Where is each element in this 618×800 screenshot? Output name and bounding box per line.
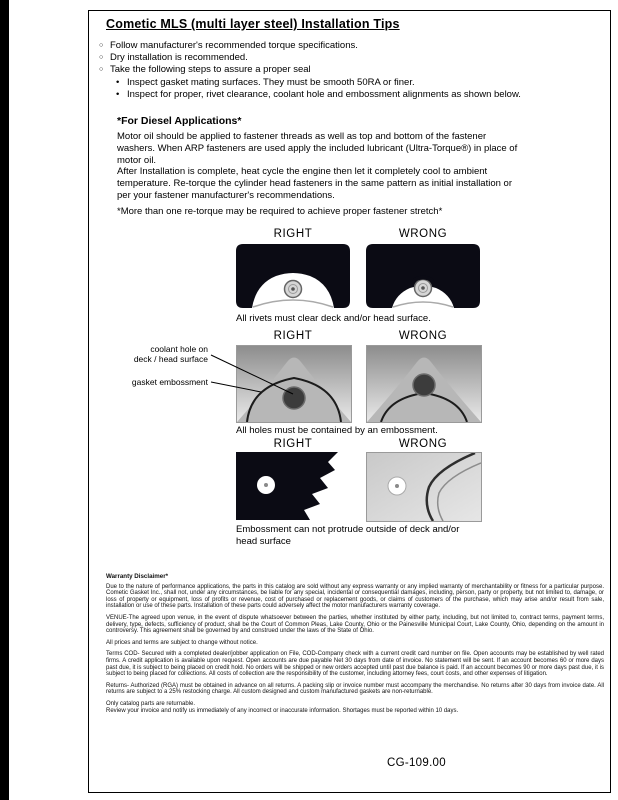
- list-item: [99, 40, 589, 52]
- list-item-text: Take the following steps to assure a proper seal: [110, 64, 311, 76]
- row2-caption: All holes must be contained by an embossment.: [236, 425, 438, 436]
- legal-paragraph: Review your invoice and notify us immediately of any incorrect or inaccurate information. Shortages must be reported within 10 days.: [106, 707, 459, 714]
- page-code: CG-109.00: [387, 757, 446, 769]
- row3-right-label: RIGHT: [273, 438, 313, 450]
- filled-bullet-icon: •: [116, 76, 120, 88]
- installation-tips-list: [99, 40, 589, 101]
- list-item: [99, 52, 589, 64]
- open-bullet-icon: ○: [99, 66, 104, 74]
- list-item-text: Inspect gasket mating surfaces. They must be smooth 50RA or finer.: [127, 76, 415, 88]
- list-item-text: Inspect for proper, rivet clearance, coolant hole and embossment alignments as shown below.: [127, 88, 521, 100]
- callout-line2: deck / head surface: [133, 354, 208, 364]
- open-bullet-icon: ○: [99, 42, 104, 49]
- row3-caption: Embossment can not protrude outside of deck and/or head surface: [236, 524, 460, 547]
- list-item: [99, 64, 589, 76]
- rivet-wrong-diagram: [366, 244, 480, 308]
- warranty-disclaimer-heading: Warranty Disclaimer*: [106, 573, 169, 580]
- callout-line1: coolant hole on: [150, 344, 208, 354]
- list-item-text: Dry installation is recommended.: [110, 52, 248, 64]
- legal-paragraph: VENUE-The agreed upon venue, in the event of dispute whatsoever between the parties, whether instituted by either party, including, but not limited to, contract terms, payment terms, delivery, type, defects, sufficiency of product, shall be the Court of Common Pleas, Lake County, Ohio or the Painesville Municipal Court, Lake County, Ohio, depending on the amount in controversy. This agreement shall be governed by and construed under the laws of the State of Ohio.: [106, 614, 604, 635]
- row3-wrong-label: WRONG: [398, 438, 448, 450]
- row1-caption: All rivets must clear deck and/or head surface.: [236, 313, 431, 324]
- diesel-applications-heading: *For Diesel Applications*: [117, 115, 242, 127]
- legal-paragraph: Only catalog parts are returnable.: [106, 700, 196, 707]
- legal-paragraph: Returns- Authorized (RGA) must be obtained in advance on all returns. A packing slip or invoice number must accompany the merchandise. No returns after 30 days from invoice date. All returns are subject to a 25% restocking charge. All custom designed and custom manufactured gaskets are non-returnable.: [106, 682, 604, 696]
- callout-leader-lines: [207, 346, 299, 404]
- retorque-note: *More than one re-torque may be required to achieve proper fastener stretch*: [117, 206, 443, 217]
- list-sub-item: [116, 77, 589, 89]
- embossment-wrong-diagram: [366, 452, 482, 522]
- legal-paragraph: All prices and terms are subject to change without notice.: [106, 639, 258, 646]
- legal-paragraph: Terms COD- Secured with a completed dealer/jobber application on File, COD-Company check with a current credit card number on file. Open accounts may be established by well rated firms. A credit application is available upon request. Open accounts are due payable Net 30 days from date of invoice. No statement will be sent. If an account becomes 60 or more days past due, it is subject to being placed on credit hold. No orders will be shipped or new orders accepted until past due balance is paid. If an account becomes 90 or more days past due, it is subject to being placed for collections. All costs of collection are the responsibility of the customer, including attorney fees, court costs, and other expenses of litigation.: [106, 651, 604, 678]
- diesel-paragraph-2: After Installation is complete, heat cycle the engine then let it completely cool to ambient temperature. Re-torque the cylinder head fasteners in the same pattern as initial installation or per your fastener manufacturer's recommendations.: [117, 166, 512, 201]
- rivet-right-diagram: [236, 244, 350, 308]
- coolant-hole-wrong-diagram: [366, 345, 482, 423]
- row2-right-label: RIGHT: [273, 330, 313, 342]
- legal-paragraph: Due to the nature of performance applications, the parts in this catalog are sold without any express warranty or any implied warranty of merchantability or fitness for a particular purpose. Cometic Gasket Inc., shall not, under any circumstances, be liable for any special, incidental or consequential damages, including, person, party or property, but not limited to, damage, or loss of property or equipment, loss of profits or revenue, cost of purchased or replacement goods, or claims of customers of the purchase, which may arise and/or result from sale, installation or use of these parts. Installation of these parts could adversely affect the motor manufacturers warranty coverage.: [106, 583, 604, 610]
- diesel-paragraph-1: Motor oil should be applied to fastener threads as well as top and bottom of the fastener washers. When ARP fasteners are used apply the included lubricant (Ultra-Torque®) in place of motor oil.: [117, 131, 518, 166]
- row1-wrong-label: WRONG: [398, 228, 448, 240]
- coolant-hole-callout: [108, 344, 208, 364]
- scan-edge-bar: [0, 0, 9, 800]
- page-title: Cometic MLS (multi layer steel) Installation Tips: [106, 17, 400, 31]
- filled-bullet-icon: •: [116, 88, 120, 100]
- legal-section: [106, 574, 604, 719]
- gasket-embossment-callout: gasket embossment: [131, 377, 208, 387]
- list-item-text: Follow manufacturer's recommended torque specifications.: [110, 40, 358, 51]
- embossment-right-diagram: [236, 452, 350, 520]
- row1-right-label: RIGHT: [273, 228, 313, 240]
- open-bullet-icon: ○: [99, 54, 104, 62]
- row2-wrong-label: WRONG: [398, 330, 448, 342]
- list-sub-item: [116, 89, 589, 101]
